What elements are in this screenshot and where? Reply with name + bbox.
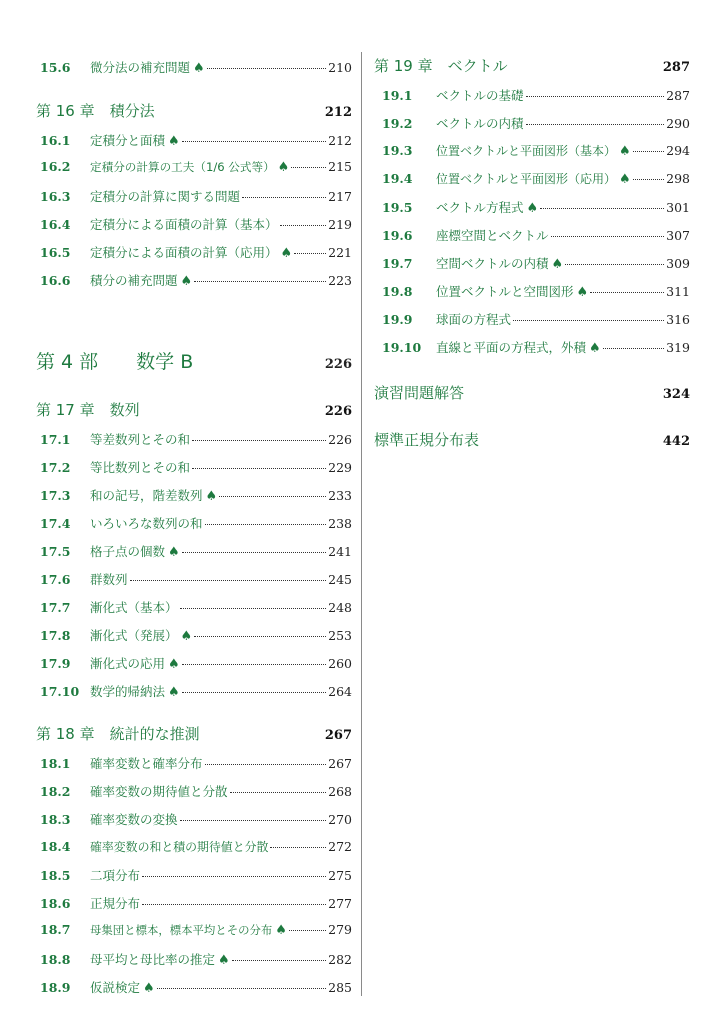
entry-title: 積分の補充問題 [90, 273, 178, 288]
entry-number: 16.4 [40, 217, 71, 232]
entry-title: 空間ベクトルの内積 [436, 256, 549, 271]
toc-entry-17-5[interactable] [36, 542, 352, 560]
entry-page: 287 [666, 88, 690, 103]
entry-page: 272 [328, 839, 352, 854]
dot-leader [182, 552, 326, 553]
toc-entry-16-2[interactable] [36, 159, 352, 175]
spade-icon: ♠ [168, 545, 180, 560]
entry-number: 18.4 [40, 839, 71, 854]
dot-leader [130, 580, 327, 581]
toc-entry-18-3[interactable] [36, 810, 352, 828]
entry-title: 確率変数の和と積の期待値と分散 [90, 840, 269, 854]
entry-number: 17.7 [40, 600, 71, 615]
entry-title: 和の記号，階差数列 [90, 488, 203, 503]
toc-entry-18-1[interactable] [36, 754, 352, 772]
dot-leader [180, 608, 327, 609]
spade-icon: ♠ [589, 341, 601, 356]
entry-page: 275 [328, 868, 352, 883]
chapter-page: 212 [324, 105, 352, 120]
entry-title: 母集団と標本，標本平均とその分布 [90, 923, 273, 937]
toc-entry-18-7[interactable] [36, 922, 352, 938]
entry-page: 212 [328, 133, 352, 148]
entry-title: 等比数列とその和 [90, 460, 191, 475]
entry-number: 18.6 [40, 896, 71, 911]
entry-page: 221 [328, 245, 352, 260]
spade-icon: ♠ [143, 981, 155, 996]
toc-entry-15-6[interactable] [36, 58, 352, 76]
entry-page: 229 [328, 460, 352, 475]
entry-number: 19.10 [382, 340, 422, 355]
entry-title: 等差数列とその和 [90, 432, 191, 447]
toc-entry-19-2[interactable] [374, 114, 690, 132]
entry-page: 238 [328, 516, 352, 531]
dot-leader [294, 253, 326, 254]
toc-entry-18-6[interactable] [36, 894, 352, 912]
dot-leader [590, 292, 664, 293]
chapter-19-heading[interactable] [374, 55, 690, 76]
toc-entry-19-9[interactable] [374, 310, 690, 328]
toc-entry-19-6[interactable] [374, 226, 690, 244]
dot-leader [565, 264, 664, 265]
chapter-title: 第 17 章 数列 [36, 401, 140, 419]
toc-entry-18-5[interactable] [36, 866, 352, 884]
toc-entry-17-10[interactable] [36, 682, 352, 700]
entry-page: 298 [666, 171, 690, 186]
entry-number: 18.1 [40, 756, 71, 771]
toc-entry-19-3[interactable] [374, 142, 690, 159]
toc-entry-16-1[interactable] [36, 131, 352, 149]
toc-entry-18-9[interactable] [36, 978, 352, 996]
toc-entry-16-3[interactable] [36, 187, 352, 205]
entry-number: 19.4 [382, 171, 413, 186]
spade-icon: ♠ [275, 923, 287, 938]
section-page: 442 [662, 434, 690, 449]
part-title: 第 4 部 数学 B [36, 351, 194, 373]
spade-icon: ♠ [180, 274, 193, 289]
dot-leader [603, 348, 664, 349]
toc-entry-16-6[interactable] [36, 271, 352, 289]
toc-entry-19-10[interactable] [374, 338, 690, 356]
entry-number: 18.9 [40, 980, 71, 995]
entry-number: 19.5 [382, 200, 413, 215]
entry-title: 確率変数と確率分布 [90, 756, 203, 771]
chapter-page: 226 [324, 404, 352, 419]
entry-number: 17.9 [40, 656, 71, 671]
dot-leader [142, 904, 326, 905]
dot-leader [205, 764, 327, 765]
entry-title: 仮説検定 [90, 980, 141, 995]
entry-title: ベクトルの基礎 [436, 88, 524, 103]
toc-entry-17-6[interactable] [36, 570, 352, 588]
chapter-title: 第 18 章 統計的な推測 [36, 725, 200, 743]
section-title: 標準正規分布表 [374, 431, 480, 449]
dot-leader [157, 988, 326, 989]
entry-title: ベクトルの内積 [436, 116, 524, 131]
entry-page: 307 [666, 228, 690, 243]
toc-entry-17-9[interactable] [36, 654, 352, 672]
toc-entry-19-8[interactable] [374, 282, 690, 300]
entry-number: 17.10 [40, 684, 80, 699]
entry-number: 15.6 [40, 60, 71, 75]
entry-number: 19.3 [382, 143, 413, 158]
chapter-18-heading[interactable] [36, 723, 352, 744]
entry-page: 294 [666, 143, 690, 158]
entry-number: 18.8 [40, 952, 71, 967]
chapter-17-heading[interactable] [36, 399, 352, 420]
entry-number: 18.5 [40, 868, 71, 883]
dot-leader [182, 141, 326, 142]
entry-page: 267 [328, 756, 352, 771]
entry-number: 17.8 [40, 628, 71, 643]
entry-title: 漸化式（基本） [90, 600, 178, 615]
toc-entry-17-8[interactable] [36, 626, 352, 644]
entry-page: 285 [328, 980, 352, 995]
entry-number: 17.2 [40, 460, 71, 475]
dot-leader [289, 930, 326, 931]
dot-leader [219, 496, 326, 497]
spade-icon: ♠ [576, 285, 589, 300]
entry-page: 279 [328, 922, 352, 937]
entry-title: 漸化式の応用 [90, 656, 166, 671]
dot-leader [291, 167, 326, 168]
spade-icon: ♠ [526, 201, 539, 216]
entry-title: 正規分布 [90, 896, 141, 911]
spade-icon: ♠ [168, 685, 180, 700]
dot-leader [194, 636, 326, 637]
entry-title: 座標空間とベクトル [436, 228, 549, 243]
toc-entry-18-4[interactable] [36, 838, 352, 855]
toc-entry-17-1[interactable] [36, 430, 352, 448]
toc-entry-17-2[interactable] [36, 458, 352, 476]
dot-leader [205, 524, 327, 525]
entry-page: 282 [328, 952, 352, 967]
entry-page: 260 [328, 656, 352, 671]
entry-page: 268 [328, 784, 352, 799]
spade-icon: ♠ [205, 489, 218, 504]
entry-page: 270 [328, 812, 352, 827]
entry-page: 245 [328, 572, 352, 587]
entry-title: 数学的帰納法 [90, 684, 166, 699]
entry-title: 定積分と面積 [90, 133, 166, 148]
entry-page: 290 [666, 116, 690, 131]
entry-number: 18.2 [40, 784, 71, 799]
spade-icon: ♠ [280, 246, 293, 261]
spade-icon: ♠ [168, 134, 180, 149]
chapter-title: 第 19 章 ベクトル [374, 57, 508, 75]
toc-entry-17-3[interactable] [36, 486, 352, 504]
entry-title: 微分法の補充問題 [90, 60, 191, 75]
toc-entry-19-4[interactable] [374, 170, 690, 187]
toc-entry-17-4[interactable] [36, 514, 352, 532]
entry-title: 確率変数の変換 [90, 812, 178, 827]
entry-number: 19.1 [382, 88, 413, 103]
entry-page: 210 [328, 60, 352, 75]
normal-table-heading[interactable] [374, 429, 690, 450]
entry-title: 定積分による面積の計算（基本） [90, 217, 278, 232]
entry-page: 319 [666, 340, 690, 355]
entry-number: 19.9 [382, 312, 413, 327]
entry-title: 位置ベクトルと平面図形（基本） [436, 144, 617, 158]
entry-page: 215 [328, 159, 352, 174]
entry-number: 19.8 [382, 284, 413, 299]
spade-icon: ♠ [619, 172, 631, 187]
toc-entry-18-8[interactable] [36, 950, 352, 968]
chapter-page: 287 [662, 60, 690, 75]
spade-icon: ♠ [168, 657, 180, 672]
spade-icon: ♠ [193, 61, 205, 76]
entry-number: 19.7 [382, 256, 413, 271]
entry-title: 二項分布 [90, 868, 141, 883]
section-title: 演習問題解答 [374, 384, 465, 402]
entry-page: 248 [328, 600, 352, 615]
entry-page: 301 [666, 200, 690, 215]
column-divider [361, 52, 362, 996]
entry-number: 17.1 [40, 432, 71, 447]
entry-number: 18.3 [40, 812, 71, 827]
entry-title: 格子点の個数 [90, 544, 166, 559]
chapter-page: 267 [324, 728, 352, 743]
section-page: 324 [662, 387, 690, 402]
entry-page: 223 [328, 273, 352, 288]
toc-entry-16-5[interactable] [36, 243, 352, 261]
entry-page: 233 [328, 488, 352, 503]
entry-number: 17.5 [40, 544, 71, 559]
dot-leader [633, 151, 664, 152]
spade-icon: ♠ [551, 257, 564, 272]
entry-number: 18.7 [40, 922, 71, 937]
dot-leader [182, 692, 326, 693]
dot-leader [142, 876, 326, 877]
dot-leader [551, 236, 665, 237]
entry-title: 定積分による面積の計算（応用） [90, 245, 278, 260]
dot-leader [192, 440, 326, 441]
spade-icon: ♠ [218, 953, 230, 968]
entry-title: 球面の方程式 [436, 312, 512, 327]
entry-page: 264 [328, 684, 352, 699]
dot-leader [232, 960, 326, 961]
dot-leader [526, 96, 665, 97]
entry-number: 16.3 [40, 189, 71, 204]
spade-icon: ♠ [277, 160, 290, 175]
entry-title: 母平均と母比率の推定 [90, 952, 216, 967]
entry-title: 群数列 [90, 572, 128, 587]
entry-page: 277 [328, 896, 352, 911]
dot-leader [633, 179, 664, 180]
entry-number: 17.6 [40, 572, 71, 587]
entry-page: 241 [328, 544, 352, 559]
entry-title: 定積分の計算の工夫（1/6 公式等） [90, 160, 275, 174]
entry-number: 17.3 [40, 488, 71, 503]
entry-number: 16.2 [40, 159, 71, 174]
chapter-16-heading[interactable] [36, 100, 352, 121]
part-4-heading[interactable] [36, 347, 352, 374]
entry-page: 316 [666, 312, 690, 327]
entry-page: 309 [666, 256, 690, 271]
entry-page: 219 [328, 217, 352, 232]
part-page: 226 [324, 357, 352, 372]
entry-title: 漸化式（発展） [90, 628, 178, 643]
entry-title: 位置ベクトルと平面図形（応用） [436, 172, 617, 186]
dot-leader [180, 820, 327, 821]
entry-title: 直線と平面の方程式，外積 [436, 340, 587, 355]
dot-leader [242, 197, 326, 198]
entry-number: 19.2 [382, 116, 413, 131]
toc-entry-19-5[interactable] [374, 198, 690, 216]
dot-leader [513, 320, 664, 321]
dot-leader [540, 208, 664, 209]
toc-entry-16-4[interactable] [36, 215, 352, 233]
entry-page: 311 [666, 284, 690, 299]
entry-title: 確率変数の期待値と分散 [90, 784, 228, 799]
entry-page: 253 [328, 628, 352, 643]
toc-entry-18-2[interactable] [36, 782, 352, 800]
dot-leader [526, 124, 665, 125]
entry-page: 226 [328, 432, 352, 447]
spade-icon: ♠ [619, 144, 631, 159]
entry-number: 16.1 [40, 133, 71, 148]
dot-leader [182, 664, 326, 665]
entry-number: 16.5 [40, 245, 71, 260]
chapter-title: 第 16 章 積分法 [36, 102, 155, 120]
toc-entry-19-1[interactable] [374, 86, 690, 104]
dot-leader [270, 847, 326, 848]
entry-number: 16.6 [40, 273, 71, 288]
spade-icon: ♠ [180, 629, 193, 644]
answers-heading[interactable] [374, 382, 690, 403]
entry-title: ベクトル方程式 [436, 200, 524, 215]
entry-number: 19.6 [382, 228, 413, 243]
entry-number: 17.4 [40, 516, 71, 531]
dot-leader [207, 68, 326, 69]
dot-leader [194, 281, 326, 282]
toc-entry-17-7[interactable] [36, 598, 352, 616]
dot-leader [280, 225, 327, 226]
entry-title: 位置ベクトルと空間図形 [436, 284, 574, 299]
entry-title: いろいろな数列の和 [90, 516, 203, 531]
dot-leader [192, 468, 326, 469]
entry-title: 定積分の計算に関する問題 [90, 189, 241, 204]
entry-page: 217 [328, 189, 352, 204]
dot-leader [230, 792, 327, 793]
toc-entry-19-7[interactable] [374, 254, 690, 272]
